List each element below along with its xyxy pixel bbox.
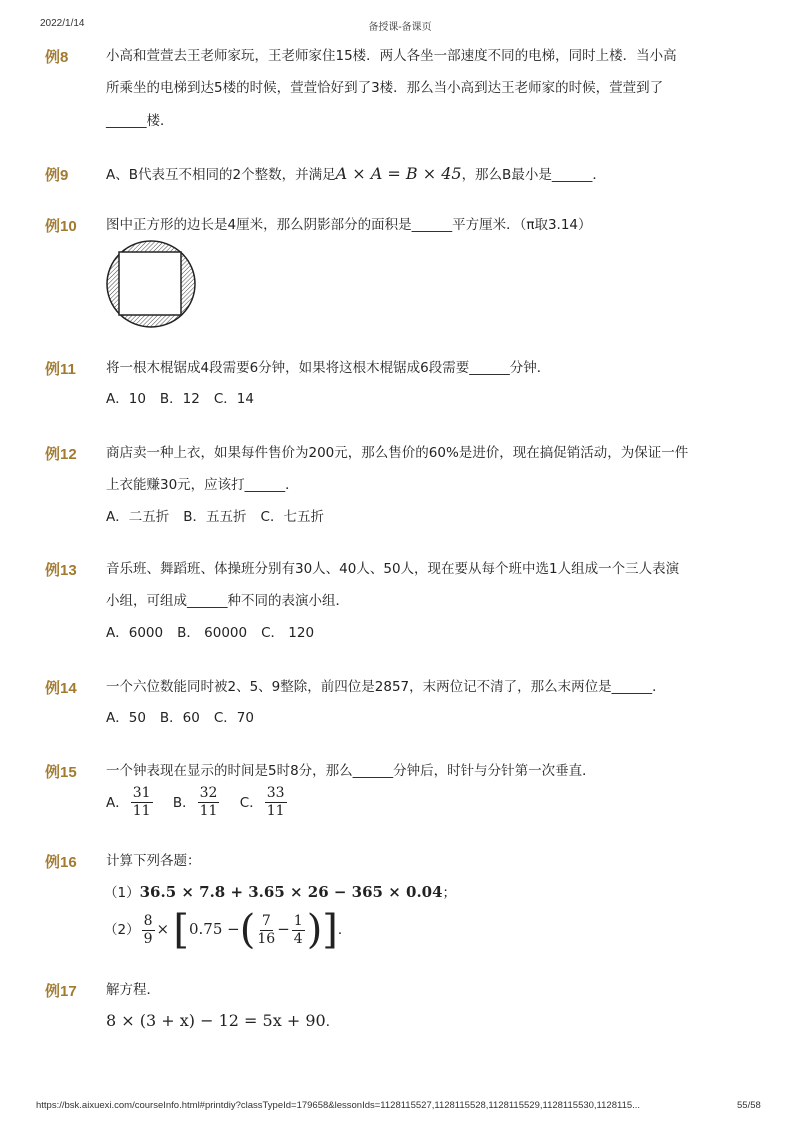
fraction [265,785,287,820]
option-c: C．14 [213,391,254,407]
equation: 8 × (3 + x) − 12 = 5x + 90 [106,1011,326,1030]
example-13-label: 例13 [45,562,77,579]
example-8-line: 小高和萱萱去王老师家玩，王老师家住15楼．两人各坐一部速度不同的电梯，同时上楼．当小高 [106,48,677,64]
numerator: 31 [132,785,151,801]
example-8-line: 所乘坐的电梯到达5楼的时候，萱萱恰好到了3楼．那么当小高到达王老师家的时候，萱萱到了 [106,80,664,96]
option-c: C．70 [213,710,254,726]
punctuation: ． [325,1014,340,1030]
example-9-math: A × A = B × 45 [335,164,462,183]
example-17-text: 解方程． [106,982,160,998]
operator: − [277,920,290,938]
example-8-label: 例8 [45,49,69,66]
option-c: C．七五折 [260,509,324,525]
example-9-label: 例9 [45,167,69,184]
example-9-text [106,165,606,184]
example-11-label: 例11 [45,361,76,378]
denominator: 11 [132,803,151,819]
example-17-equation [106,1012,339,1031]
fraction [198,785,220,820]
option-b: B．60 [159,710,200,726]
example-16-part-2 [104,906,351,953]
option-a: A．6000 [106,625,164,641]
paren: ) [306,907,323,953]
circle-square-figure [103,238,199,332]
fraction [131,785,153,820]
example-13-line: 音乐班、舞蹈班、体操班分别有30人、40人、50人，现在要从每个班中选1人组成一个三人表演 [106,561,680,577]
example-15-options [106,785,303,820]
example-17-label: 例17 [45,983,77,1000]
option-b: B．五五折 [183,509,247,525]
denominator: 4 [293,930,303,947]
part-prefix: （2） [104,922,140,938]
fraction [257,913,275,948]
example-16-text: 计算下列各题： [106,853,201,869]
numerator: 33 [266,785,285,801]
example-13-options [106,624,328,642]
fraction [142,913,155,948]
example-11-options [106,390,268,408]
footer-url: https://bsk.aixuexi.com/courseInfo.html#printdiy?classTypeId=179658&lessonIds=1128115527,1128115528,1128115529,1128115530,1128115... [36,1100,641,1111]
option-b [172,785,222,819]
option-a [106,785,155,819]
header-title: 备授课-备课页 [368,22,432,33]
option-b: B． 60000 [177,625,248,641]
example-12-options [106,508,338,526]
example-12-label: 例12 [45,446,77,463]
numerator: 1 [293,912,303,929]
option-a: A．二五折 [106,509,170,525]
expression: 0.75 − [189,920,240,938]
header-date: 2022/1/14 [40,18,85,29]
footer-page-number: 55/58 [737,1100,761,1111]
example-15-label: 例15 [45,764,77,781]
denominator: 16 [257,930,276,947]
example-14-options [106,709,268,727]
example-15-text: 一个钟表现在显示的时间是5时8分，那么______分钟后，时针与分针第一次垂直． [106,763,596,779]
option-prefix: C． [239,794,263,811]
expression: 36.5 × 7.8 + 3.65 × 26 − 365 × 0.04 [139,883,443,901]
punctuation: ． [337,922,352,938]
example-16-label: 例16 [45,854,77,871]
inner-square [119,252,181,315]
numerator: 7 [261,912,271,929]
option-b: B．12 [159,391,200,407]
denominator: 9 [143,930,153,947]
example-10-label: 例10 [45,218,77,235]
denominator: 11 [266,803,285,819]
example-14-label: 例14 [45,680,77,697]
option-c: C． 120 [261,625,315,641]
operator: × [156,920,170,938]
option-a: A．10 [106,391,146,407]
numerator: 8 [143,912,153,929]
example-12-line: 商店卖一种上衣，如果每件售价为200元，那么售价的60%是进价，现在搞促销活动，为保证一件 [106,445,689,461]
bracket: [ [173,907,189,953]
example-11-text: 将一根木棍锯成4段需要6分钟，如果将这根木棍锯成6段需要______分钟． [106,360,551,376]
example-10-text: 图中正方形的边长是4厘米，那么阴影部分的面积是______平方厘米．（π取3.14） [106,217,592,233]
option-prefix: B． [172,794,196,811]
bracket: ] [322,907,338,953]
fraction [292,913,305,948]
paren: ( [239,907,256,953]
example-9-post: ，那么B最小是______． [461,167,606,183]
punctuation: ； [442,885,457,901]
numerator: 32 [199,785,218,801]
denominator: 11 [199,803,218,819]
example-16-part-1 [104,883,456,902]
option-c [239,785,289,819]
example-12-line: 上衣能赚30元，应该打______． [106,477,299,493]
example-13-line: 小组，可组成______种不同的表演小组． [106,593,349,609]
example-9-pre: A、B代表互不相同的2个整数，并满足 [106,167,336,183]
part-prefix: （1） [104,885,140,901]
option-a: A．50 [106,710,146,726]
example-8-line: ______楼． [106,113,174,129]
option-prefix: A． [106,794,129,811]
example-14-text: 一个六位数能同时被2、5、9整除，前四位是2857，末两位记不清了，那么末两位是______． [106,679,666,695]
